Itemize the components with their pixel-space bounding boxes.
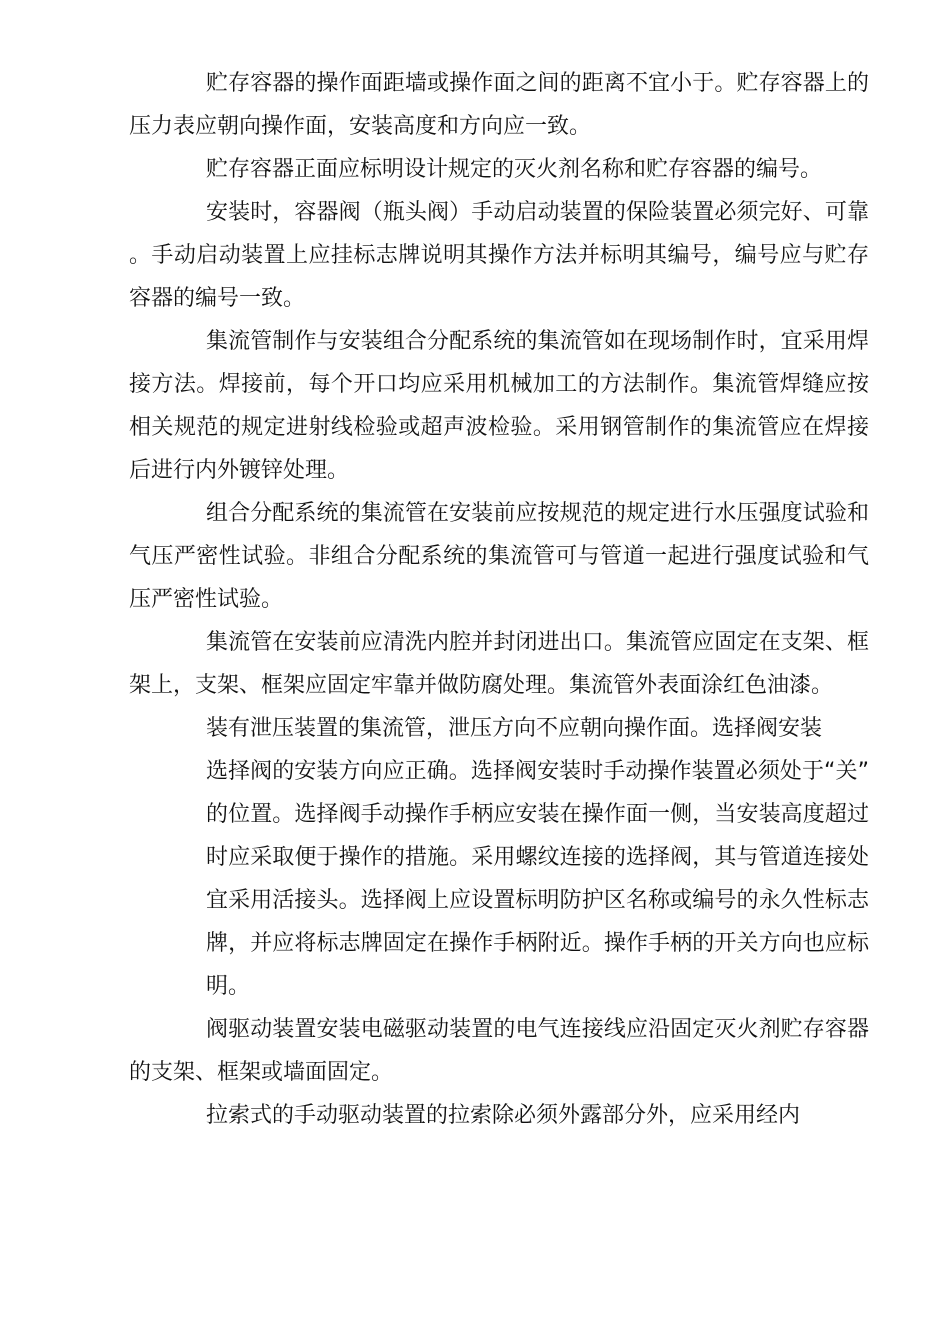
paragraph-cable-actuator: 拉索式的手动驱动装置的拉索除必须外露部分外，应采用经内 xyxy=(206,1103,801,1128)
paragraph-selector-valve: 选择阀的安装方向应正确。选择阀安装时手动操作装置必须处于“关”的位置。选择阀手动操作手柄应安装在操作面一侧，当安装高度超过时应采取便于操作的措施。采用螺纹连接的选择阀，其与管道连接处宜采用活接头。选择阀上应设置标明防护区名称或编号的永久性标志牌，并应将标志牌固定在操作手柄附近。操作手柄的开关方向也应标明。 xyxy=(206,759,869,999)
paragraph-valve-manual-start: 安装时，容器阀（瓶头阀）手动启动装置的保险装置必须完好、可靠。手动启动装置上应挂标志牌说明其操作方法并标明其编号，编号应与贮存容器的编号一致。 xyxy=(129,200,869,311)
paragraph-manifold-pressure-test: 组合分配系统的集流管在安装前应按规范的规定进行水压强度试验和气压严密性试验。非组合分配系统的集流管可与管道一起进行强度试验和气压严密性试验。 xyxy=(129,501,869,612)
paragraph-manifold-fabrication: 集流管制作与安装组合分配系统的集流管如在现场制作时，宜采用焊接方法。焊接前，每个开口均应采用机械加工的方法制作。集流管焊缝应按相关规范的规定进射线检验或超声波检验。采用钢管制作的集流管应在焊接后进行内外镀锌处理。 xyxy=(129,329,869,483)
paragraph-container-marking: 贮存容器正面应标明设计规定的灭火剂名称和贮存容器的编号。 xyxy=(206,157,823,182)
paragraph-valve-actuator: 阀驱动装置安装电磁驱动装置的电气连接线应沿固定灭火剂贮存容器的支架、框架或墙面固定。 xyxy=(129,1017,869,1085)
paragraph-pressure-relief: 装有泄压装置的集流管，泄压方向不应朝向操作面。选择阀安装 xyxy=(206,716,823,741)
paragraph-storage-container-distance: 贮存容器的操作面距墙或操作面之间的距离不宜小于。贮存容器上的压力表应朝向操作面，安装高度和方向应一致。 xyxy=(129,71,869,139)
document-body xyxy=(129,62,869,1137)
paragraph-manifold-cleaning: 集流管在安装前应清洗内腔并封闭进出口。集流管应固定在支架、框架上，支架、框架应固定牢靠并做防腐处理。集流管外表面涂红色油漆。 xyxy=(129,630,869,698)
